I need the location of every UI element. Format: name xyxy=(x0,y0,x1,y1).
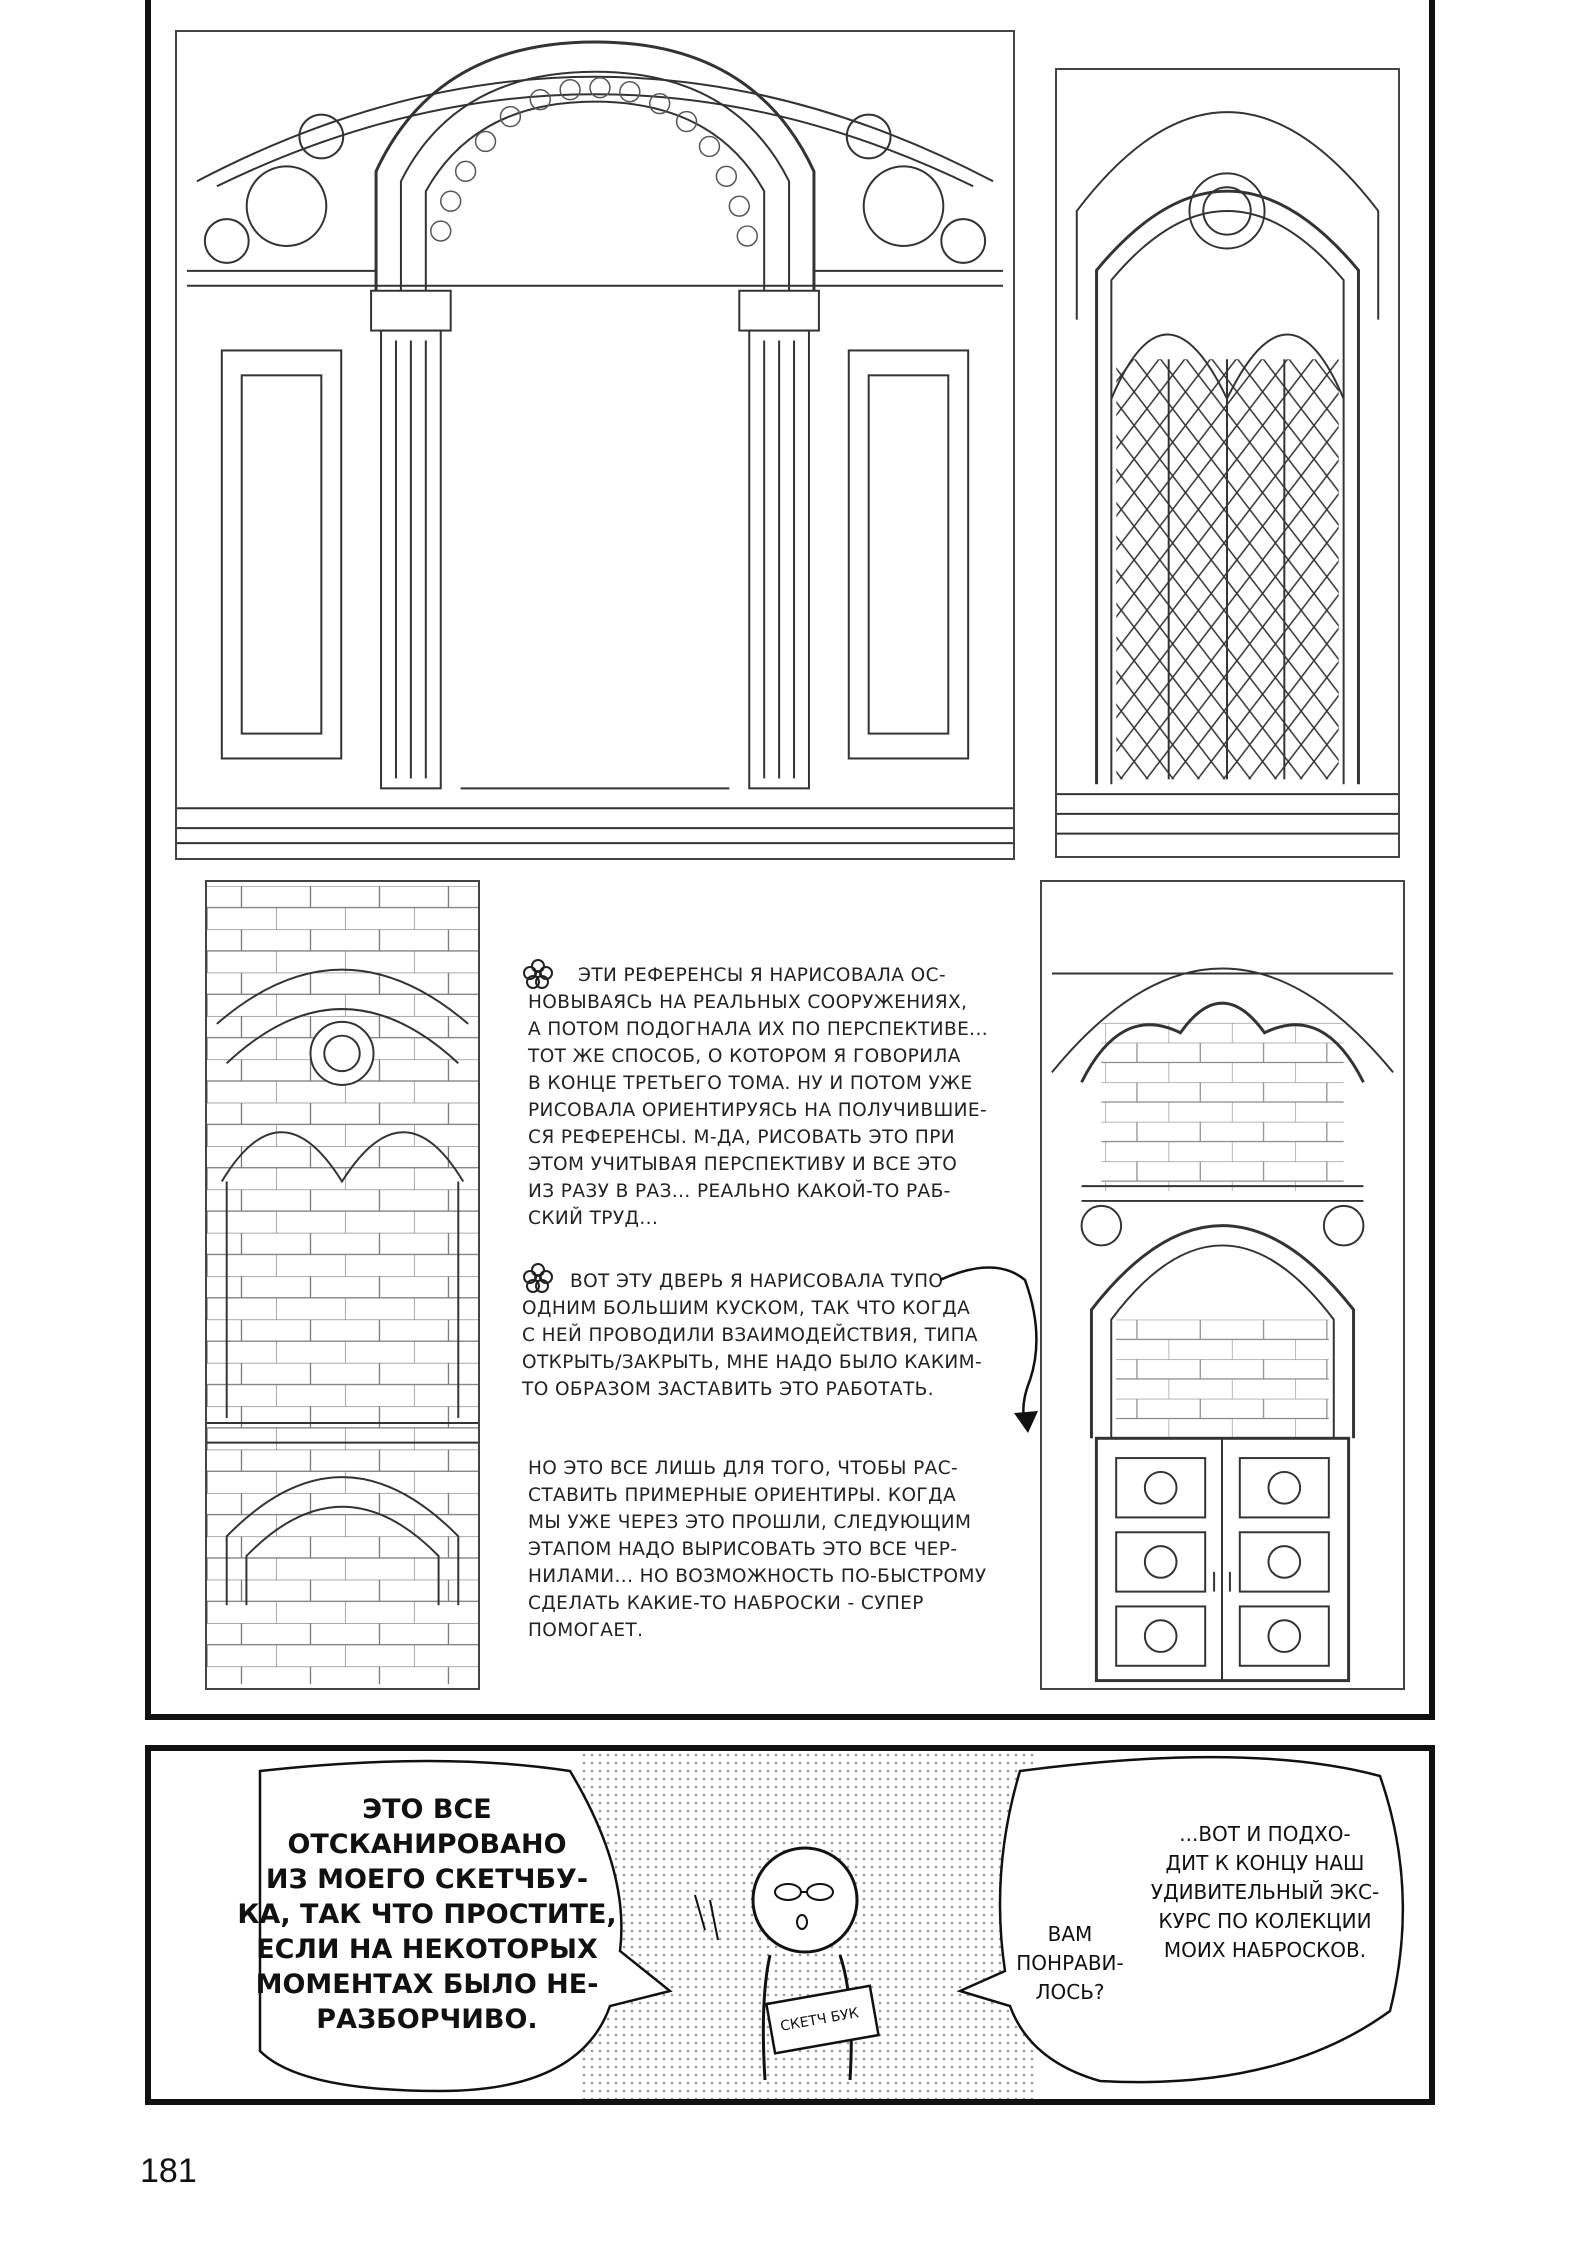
note-line: ПОМОГАЕТ. xyxy=(528,1620,644,1641)
bubble-line: ЭТО ВСЕ xyxy=(362,1794,492,1825)
note-line: А ПОТОМ ПОДОГНАЛА ИХ ПО ПЕРСПЕКТИВЕ... xyxy=(528,1019,989,1040)
bubble-line: ПОНРАВИ- xyxy=(1016,1951,1124,1975)
note-line: СТАВИТЬ ПРИМЕРНЫЕ ОРИЕНТИРЫ. КОГДА xyxy=(528,1485,957,1506)
note-line: ЭТАПОМ НАДО ВЫРИСОВАТЬ ЭТО ВСЕ ЧЕР- xyxy=(528,1539,958,1560)
bubble-line: МОМЕНТАХ БЫЛО НЕ- xyxy=(255,1969,599,2000)
bubble-line: УДИВИТЕЛЬНЫЙ ЭКС- xyxy=(1150,1880,1380,1904)
note-line: ТОТ ЖЕ СПОСОБ, О КОТОРОМ Я ГОВОРИЛА xyxy=(528,1046,961,1067)
note-references xyxy=(528,962,988,1232)
note-line: ОТКРЫТЬ/ЗАКРЫТЬ, МНЕ НАДО БЫЛО КАКИМ- xyxy=(522,1352,983,1373)
note-line: ЭТИ РЕФЕРЕНСЫ Я НАРИСОВАЛА ОС- xyxy=(578,965,946,986)
brick-gothic-wall-drawing xyxy=(205,880,480,1690)
bubble-line: КУРС ПО КОЛЕКЦИИ xyxy=(1158,1909,1372,1933)
bubble-line: КА, ТАК ЧТО ПРОСТИТЕ, xyxy=(237,1899,617,1930)
right-bubble-text xyxy=(1140,1820,1390,1965)
note-line: С НЕЙ ПРОВОДИЛИ ВЗАИМОДЕЙСТВИЯ, ТИПА xyxy=(522,1325,978,1346)
note-line: В КОНЦЕ ТРЕТЬЕГО ТОМА. НУ И ПОТОМ УЖЕ xyxy=(528,1073,973,1094)
gothic-door-svg xyxy=(1042,882,1403,1688)
lattice-window-svg xyxy=(1057,70,1398,856)
note-sketches xyxy=(528,1455,987,1644)
bubble-line: ...ВОТ И ПОДХО- xyxy=(1179,1822,1351,1846)
note-line: ТО ОБРАЗОМ ЗАСТАВИТЬ ЭТО РАБОТАТЬ. xyxy=(522,1379,935,1400)
motion-lines xyxy=(690,1890,730,1950)
bubble-line: РАЗБОРЧИВО. xyxy=(316,2004,538,2035)
bubble-line: ИЗ МОЕГО СКЕТЧБУ- xyxy=(265,1864,589,1895)
bubble-line: ЛОСЬ? xyxy=(1035,1980,1105,2004)
sketchbook-label: СКЕТЧ БУК xyxy=(779,2005,861,2035)
pointer-arrow xyxy=(940,1255,1050,1445)
note-line: РИСОВАЛА ОРИЕНТИРУЯСЬ НА ПОЛУЧИВШИЕ- xyxy=(528,1100,988,1121)
arch-arcade-drawing xyxy=(175,30,1015,860)
note-line: ОДНИМ БОЛЬШИМ КУСКОМ, ТАК ЧТО КОГДА xyxy=(522,1298,971,1319)
note-line: СЯ РЕФЕРЕНСЫ. М-ДА, РИСОВАТЬ ЭТО ПРИ xyxy=(528,1127,956,1148)
bubble-line: ЕСЛИ НА НЕКОТОРЫХ xyxy=(256,1934,598,1965)
gothic-door-drawing xyxy=(1040,880,1405,1690)
lattice-window-drawing xyxy=(1055,68,1400,858)
brick-gothic-wall-svg xyxy=(207,882,478,1688)
note-line: НИЛАМИ... НО ВОЗМОЖНОСТЬ ПО-БЫСТРОМУ xyxy=(528,1566,987,1587)
note-door xyxy=(522,1268,982,1403)
note-line: НОВЫВАЯСЬ НА РЕАЛЬНЫХ СООРУЖЕНИЯХ, xyxy=(528,992,968,1013)
note-line: НО ЭТО ВСЕ ЛИШЬ ДЛЯ ТОГО, ЧТОБЫ РАС- xyxy=(528,1458,959,1479)
middle-bubble-text xyxy=(1000,1920,1140,2007)
left-bubble-text xyxy=(232,1792,622,2037)
note-line: МЫ УЖЕ ЧЕРЕЗ ЭТО ПРОШЛИ, СЛЕДУЮЩИМ xyxy=(528,1512,972,1533)
note-line: ВОТ ЭТУ ДВЕРЬ Я НАРИСОВАЛА ТУПО xyxy=(570,1271,944,1292)
note-line: СДЕЛАТЬ КАКИЕ-ТО НАБРОСКИ - СУПЕР xyxy=(528,1593,924,1614)
note-line: ИЗ РАЗУ В РАЗ... РЕАЛЬНО КАКОЙ-ТО РАБ- xyxy=(528,1181,951,1202)
bubble-line: ДИТ К КОНЦУ НАШ xyxy=(1165,1851,1365,1875)
note-line: ЭТОМ УЧИТЫВАЯ ПЕРСПЕКТИВУ И ВСЕ ЭТО xyxy=(528,1154,958,1175)
character-figure xyxy=(740,1830,900,2090)
bubble-line: ВАМ xyxy=(1047,1922,1093,1946)
page-number: 181 xyxy=(140,2152,197,2190)
note-line: СКИЙ ТРУД... xyxy=(528,1208,659,1229)
arch-arcade-svg xyxy=(177,32,1013,858)
bubble-line: ОТСКАНИРОВАНО xyxy=(287,1829,567,1860)
bubble-line: МОИХ НАБРОСКОВ. xyxy=(1163,1938,1367,1962)
